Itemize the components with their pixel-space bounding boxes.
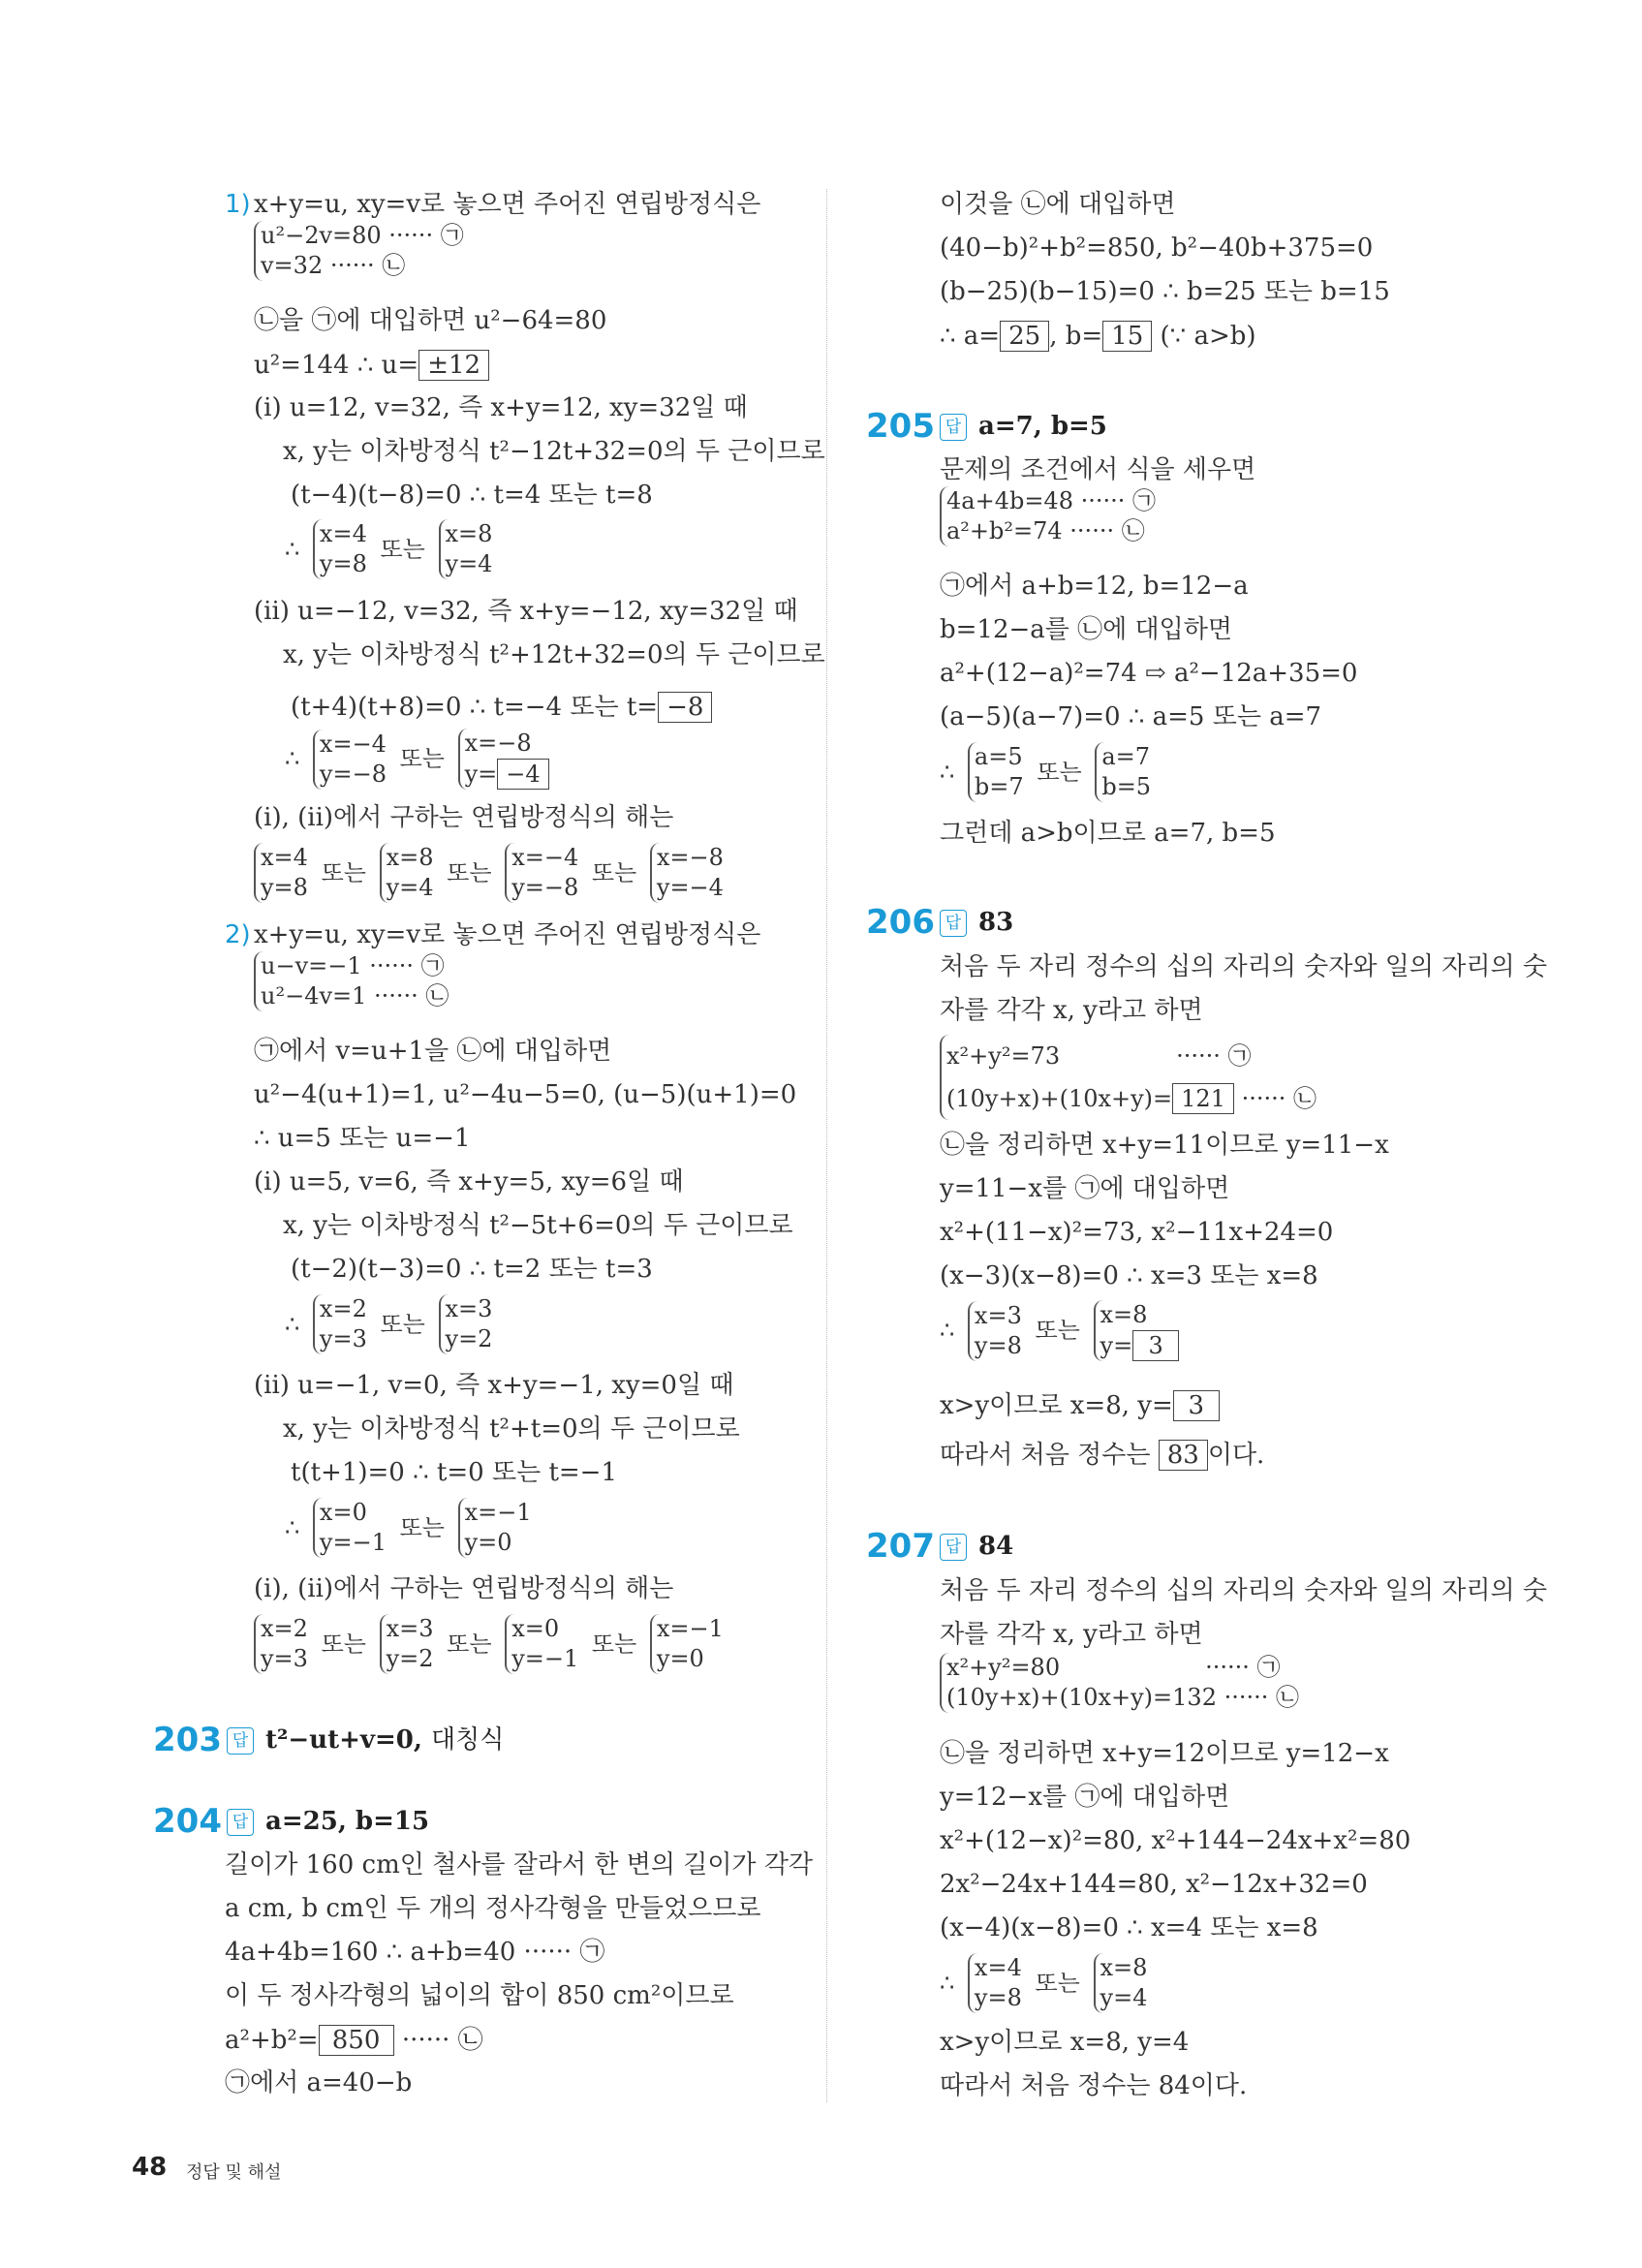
answer-badge: 답 [227, 1727, 254, 1755]
p2-case2-head: (ii) u=−1, v=0, 즉 x+y=−1, xy=0일 때 [254, 1371, 734, 1400]
q205-line4: a²+(12−a)²=74 ⇨ a²−12a+35=0 [940, 659, 1358, 688]
question-number-204: 204 [153, 1802, 222, 1841]
q206-line4: y=11−x를 ㉠에 대입하면 [940, 1174, 1230, 1203]
q204-line3: 4a+4b=160 ∴ a+b=40 ······ ㉠ [225, 1938, 605, 1967]
q206-system: x²+y²=73 ······ ㉠ (10y+x)+(10x+y)= 121 ······ ㉡ [940, 1035, 1317, 1120]
p1-summary-head: (i), (ii)에서 구하는 연립방정식의 해는 [254, 803, 674, 832]
q206-line1: 처음 두 자리 정수의 십의 자리의 숫자와 일의 자리의 숫 [940, 952, 1547, 981]
r-line2: (40−b)²+b²=850, b²−40b+375=0 [940, 233, 1374, 263]
q205-line3: b=12−a를 ㉡에 대입하면 [940, 615, 1233, 644]
q207-answer: 84 [978, 1532, 1014, 1561]
q204-line5: a²+b²= 850 ······ ㉡ [225, 2026, 483, 2055]
q204-line6: ㉠에서 a=40−b [225, 2068, 413, 2097]
column-divider [826, 189, 827, 2102]
p1-case1-solutions: ∴ x=4 y=8 또는 x=8 y=4 [285, 520, 493, 577]
p1-case1-line1: x, y는 이차방정식 t²−12t+32=0의 두 근이므로 [283, 437, 825, 466]
q205-system: 4a+4b=48 ······ ㉠ a²+b²=74 ······ ㉡ [940, 486, 1156, 546]
p2-case2-solutions: ∴ x=0 y=−1 또는 x=−1 y=0 [285, 1499, 532, 1556]
p2-case2-line2: t(t+1)=0 ∴ t=0 또는 t=−1 [291, 1458, 618, 1487]
q206-line2: 자를 각각 x, y라고 하면 [940, 996, 1203, 1025]
q206-line3: ㉡을 정리하면 x+y=11이므로 y=11−x [940, 1131, 1389, 1160]
p1-line4: u²=144 ∴ u= ±12 [254, 350, 489, 381]
q205-line6: 그런데 a>b이므로 a=7, b=5 [940, 819, 1276, 848]
page-number: 48 [132, 2153, 168, 2182]
answer-badge: 답 [940, 1534, 967, 1561]
q204-line2: a cm, b cm인 두 개의 정사각형을 만들었으므로 [225, 1894, 761, 1923]
q203-answer: t²−ut+v=0, 대칭식 [265, 1725, 505, 1755]
q207-line7: (x−4)(x−8)=0 ∴ x=4 또는 x=8 [940, 1913, 1318, 1942]
q207-line9: 따라서 처음 정수는 84이다. [940, 2071, 1248, 2100]
p1-case2-line2: (t+4)(t+8)=0 ∴ t=−4 또는 t= −8 [291, 692, 712, 723]
p2-case1-solutions: ∴ x=2 y=3 또는 x=3 y=2 [285, 1295, 493, 1352]
p2-intro: x+y=u, xy=v로 놓으면 주어진 연립방정식은 [254, 920, 761, 949]
q207-system: x²+y²=80 ······ ㉠ (10y+x)+(10x+y)=132 ······ ㉡ [940, 1653, 1299, 1713]
answer-box: 850 [319, 2025, 394, 2056]
question-number-207: 207 [866, 1527, 935, 1566]
q207-solutions: ∴ x=4 y=8 또는 x=8 y=4 [940, 1954, 1148, 2011]
answer-box: 25 [1000, 321, 1049, 352]
answer-box: −8 [658, 692, 712, 723]
q206-line7: x>y이므로 x=8, y= 3 [940, 1390, 1220, 1421]
r-line3: (b−25)(b−15)=0 ∴ b=25 또는 b=15 [940, 277, 1390, 306]
p1-case2-head: (ii) u=−12, v=32, 즉 x+y=−12, xy=32일 때 [254, 597, 798, 626]
answer-box: 121 [1172, 1083, 1234, 1114]
answer-badge: 답 [227, 1809, 254, 1836]
q205-line1: 문제의 조건에서 식을 세우면 [940, 455, 1256, 484]
answer-box: ±12 [418, 350, 489, 381]
question-number-206: 206 [866, 903, 935, 942]
answer-box: 83 [1159, 1440, 1208, 1471]
answer-badge: 답 [940, 414, 967, 441]
answer-box: 15 [1102, 321, 1152, 352]
r-line1: 이것을 ㉡에 대입하면 [940, 190, 1176, 219]
answer-box: −4 [497, 759, 548, 790]
p2-case1-head: (i) u=5, v=6, 즉 x+y=5, xy=6일 때 [254, 1167, 684, 1196]
q204-answer: a=25, b=15 [265, 1807, 430, 1836]
q206-line6: (x−3)(x−8)=0 ∴ x=3 또는 x=8 [940, 1261, 1318, 1290]
q205-solutions: ∴ a=5 b=7 또는 a=7 b=5 [940, 743, 1152, 800]
p2-summary-head: (i), (ii)에서 구하는 연립방정식의 해는 [254, 1574, 674, 1603]
q205-line2: ㉠에서 a+b=12, b=12−a [940, 572, 1249, 601]
q206-answer: 83 [978, 908, 1014, 937]
q205-answer: a=7, b=5 [978, 412, 1107, 441]
answer-box: 3 [1132, 1330, 1179, 1361]
p2-case2-line1: x, y는 이차방정식 t²+t=0의 두 근이므로 [283, 1414, 740, 1444]
q206-solutions: ∴ x=3 y=8 또는 x=8 y= 3 [940, 1300, 1179, 1361]
p2-line3: ㉠에서 v=u+1을 ㉡에 대입하면 [254, 1037, 612, 1066]
page-footer-title: 정답 및 해설 [186, 2162, 282, 2183]
question-number-205: 205 [866, 407, 935, 446]
question-number-203: 203 [153, 1721, 222, 1759]
q207-line4: y=12−x를 ㉠에 대입하면 [940, 1783, 1230, 1812]
p2-system: u−v=−1 ······ ㉠ u²−4v=1 ······ ㉡ [254, 951, 449, 1011]
p2-line4: u²−4(u+1)=1, u²−4u−5=0, (u−5)(u+1)=0 [254, 1080, 797, 1109]
part-1-label: 1) [225, 190, 251, 219]
answer-badge: 답 [940, 910, 967, 937]
q206-line5: x²+(11−x)²=73, x²−11x+24=0 [940, 1218, 1334, 1247]
q207-line1: 처음 두 자리 정수의 십의 자리의 숫자와 일의 자리의 숫 [940, 1576, 1547, 1605]
p1-line3: ㉡을 ㉠에 대입하면 u²−64=80 [254, 306, 607, 335]
p1-case1-line2: (t−4)(t−8)=0 ∴ t=4 또는 t=8 [291, 481, 653, 510]
part-2-label: 2) [225, 920, 251, 949]
q206-line8: 따라서 처음 정수는 83 이다. [940, 1441, 1265, 1470]
answer-box: 3 [1173, 1390, 1220, 1421]
p2-line5: ∴ u=5 또는 u=−1 [254, 1124, 471, 1153]
q207-line5: x²+(12−x)²=80, x²+144−24x+x²=80 [940, 1826, 1411, 1855]
p1-intro: x+y=u, xy=v로 놓으면 주어진 연립방정식은 [254, 190, 761, 219]
q207-line6: 2x²−24x+144=80, x²−12x+32=0 [940, 1870, 1368, 1899]
q207-line3: ㉡을 정리하면 x+y=12이므로 y=12−x [940, 1739, 1389, 1768]
p1-case2-solutions: ∴ x=−4 y=−8 또는 x=−8 y= −4 [285, 729, 549, 790]
p1-final-solutions: x=4 y=8 또는 x=8 y=4 또는 x=−4 y=−8 또는 x=−8 y=−4 [254, 843, 724, 903]
q207-line2: 자를 각각 x, y라고 하면 [940, 1620, 1203, 1649]
p1-case1-head: (i) u=12, v=32, 즉 x+y=12, xy=32일 때 [254, 393, 748, 422]
q205-line5: (a−5)(a−7)=0 ∴ a=5 또는 a=7 [940, 702, 1322, 731]
q204-line1: 길이가 160 cm인 철사를 잘라서 한 변의 길이가 각각 [225, 1850, 814, 1880]
p1-case2-line1: x, y는 이차방정식 t²+12t+32=0의 두 근이므로 [283, 640, 825, 669]
r-line4: ∴ a= 25 , b= 15 (∵ a>b) [940, 322, 1256, 351]
p1-system: u²−2v=80 ······ ㉠ v=32 ······ ㉡ [254, 221, 464, 281]
p2-case1-line2: (t−2)(t−3)=0 ∴ t=2 또는 t=3 [291, 1255, 653, 1284]
q207-line8: x>y이므로 x=8, y=4 [940, 2028, 1190, 2057]
p2-final-solutions: x=2 y=3 또는 x=3 y=2 또는 x=0 y=−1 또는 x=−1 y=0 [254, 1614, 724, 1674]
q204-line4: 이 두 정사각형의 넓이의 합이 850 cm²이므로 [225, 1981, 734, 2010]
p2-case1-line1: x, y는 이차방정식 t²−5t+6=0의 두 근이므로 [283, 1211, 793, 1240]
